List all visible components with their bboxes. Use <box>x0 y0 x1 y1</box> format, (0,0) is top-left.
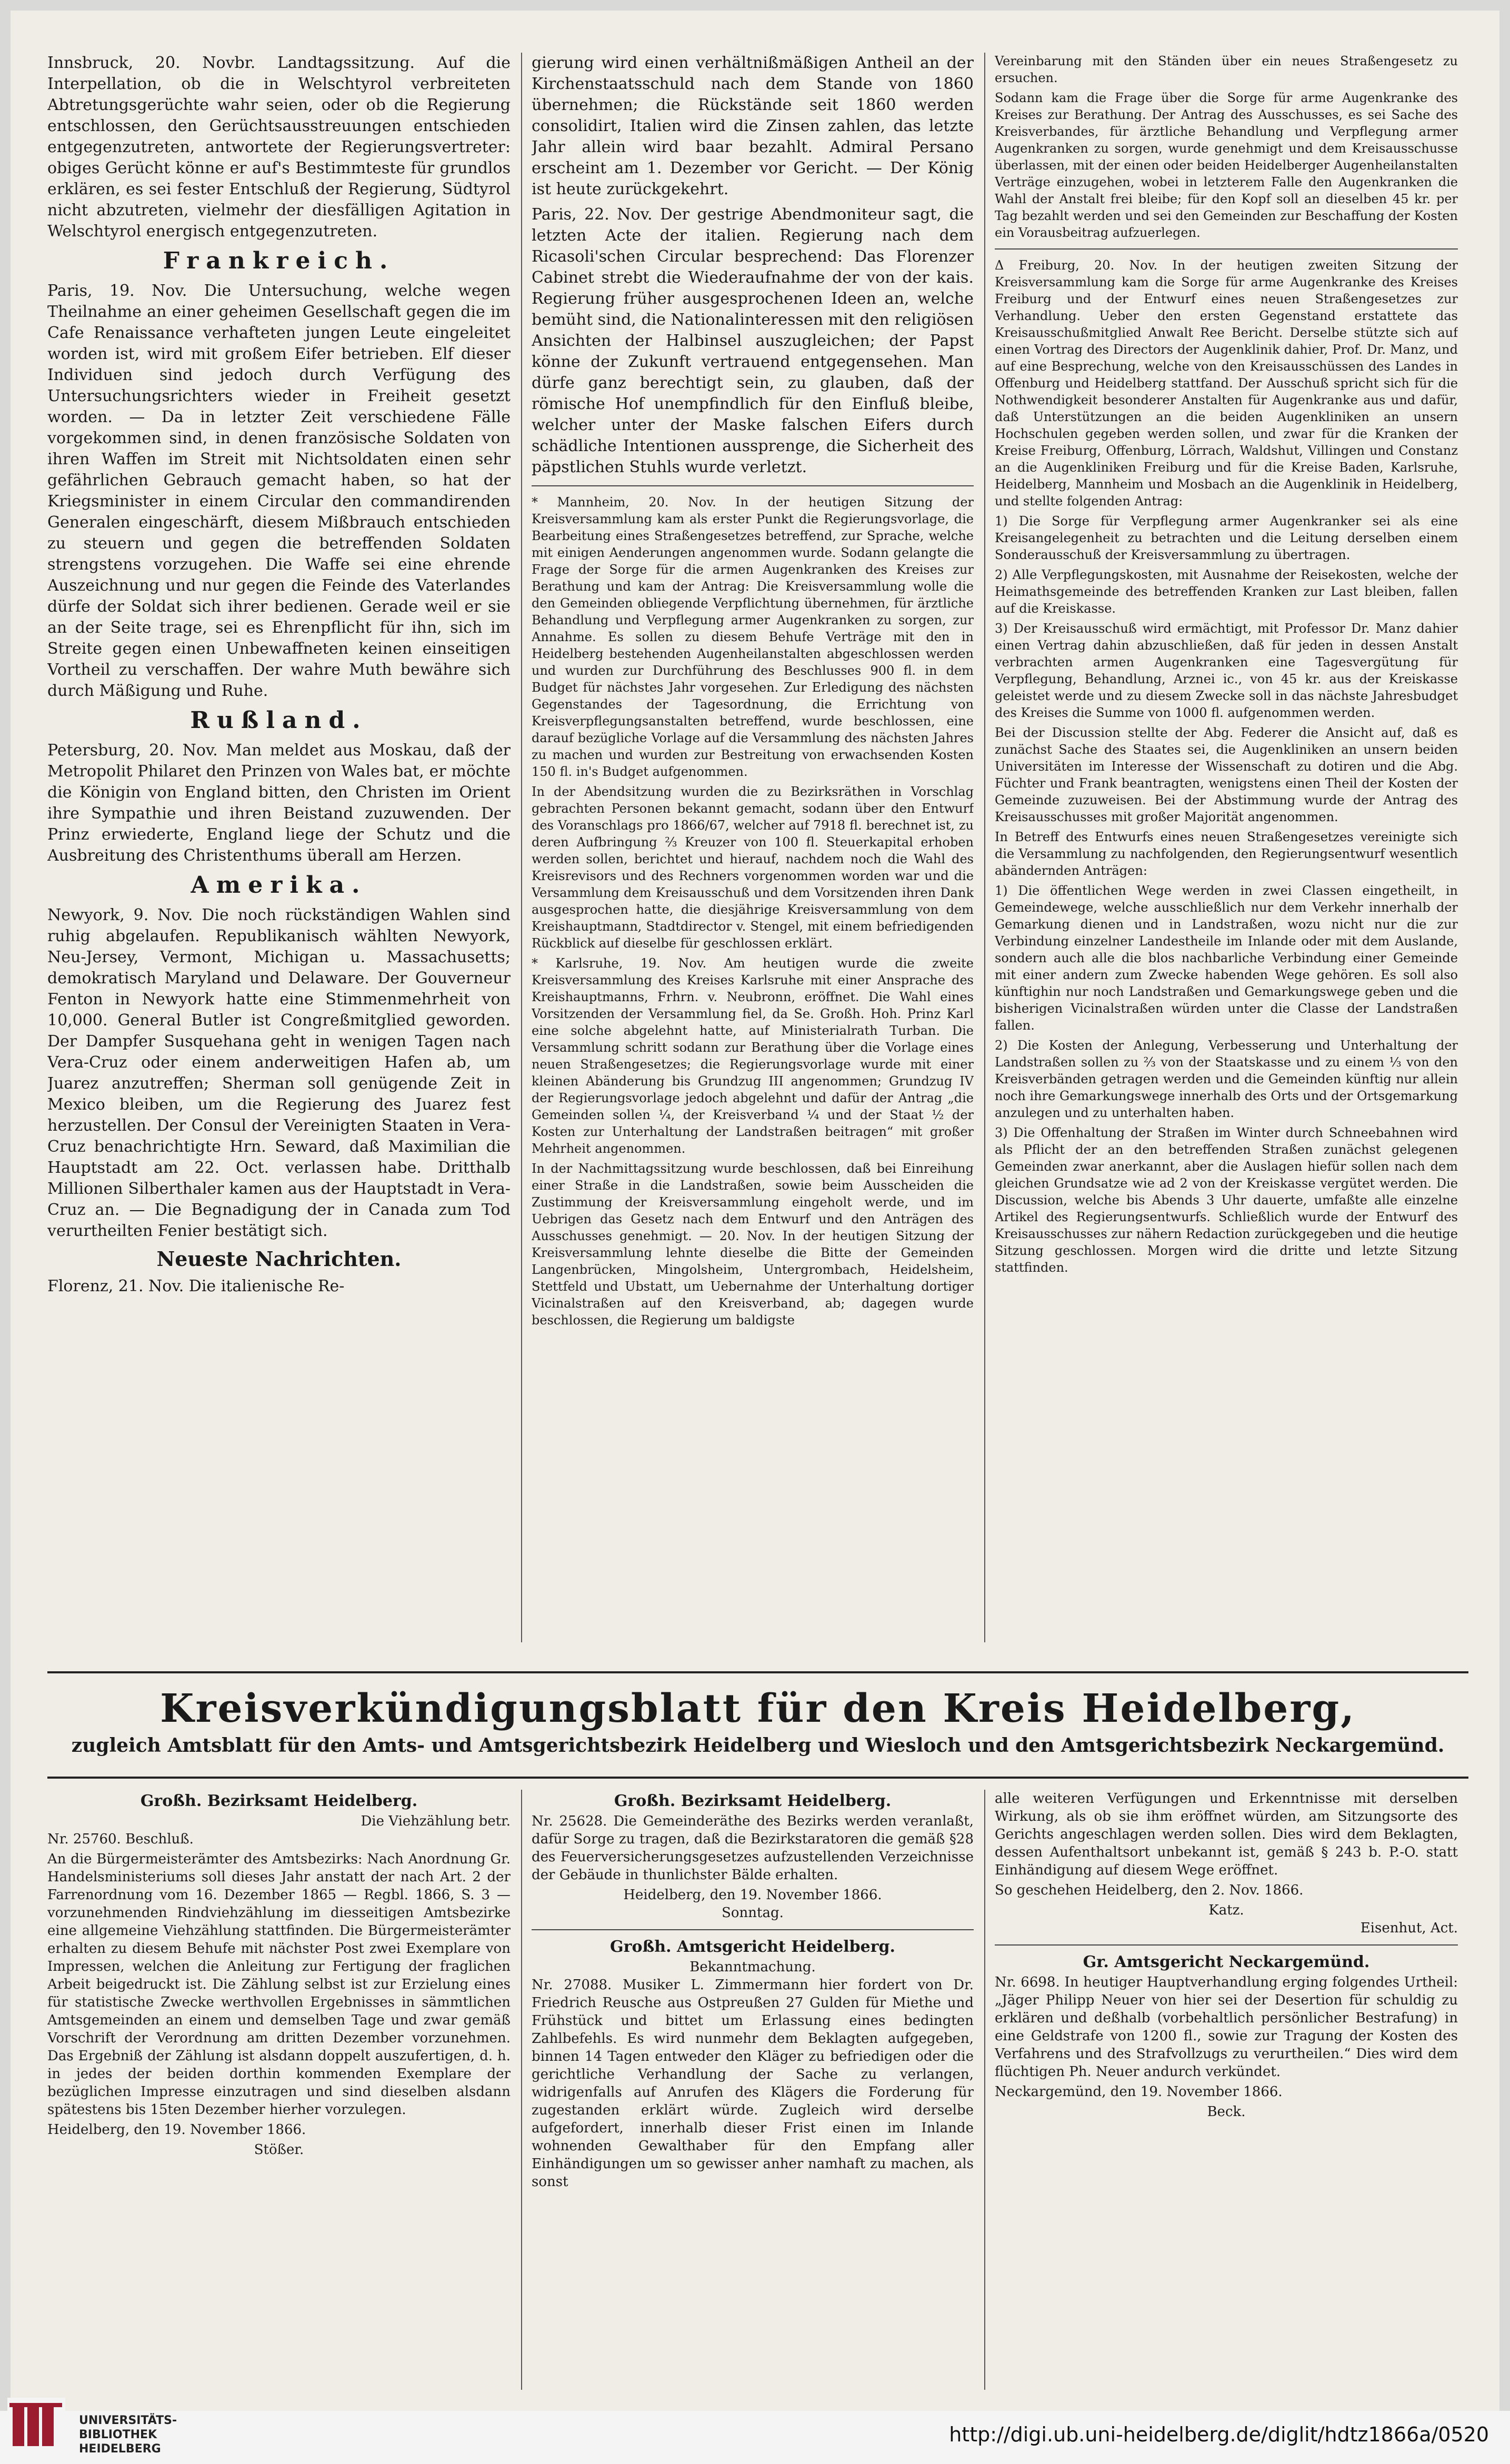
library-name-line-2: BIBLIOTHEK <box>79 2428 157 2441</box>
heading-frankreich: Frankreich. <box>163 247 395 274</box>
article-florenz: Florenz, 21. Nov. Die italienische Re- <box>47 1277 345 1295</box>
article-florenz-continued: gierung wird einen verhältnißmäßigen Antheil an der Kirchenstaatsschuld nach dem Stande von 1860 übernehmen; die Rückstände seit 1860 werden consolidirt, Italien wird die Zinsen zahlen, das letzte Jahr allein wird baar bezahlt. Admiral Persano erscheint am 1. Dezember vor Gericht. — Der König ist heute zurückgekehrt. <box>532 54 974 198</box>
notice-body: An die Bürgermeisterämter des Amtsbezirks: Nach Anordnung Gr. Handelsministeriums soll dieses Jahr anstatt der nach Art. 2 der Farrenordnung vom 16. Dezember 1865 — Regbl. 1866, S. 3 — vorzunehmenden Rindviehzählung im diesseitigen Amtsbezirke eine allgemeine Viehzählung stattfinden. Die Bürgermeisterämter erhalten zu diesem Behufe mit nächster Post zwei Exemplare von Impressen, welchen die Anleitung zur Fertigung der fraglichen Arbeit beigedruckt ist. Die Zählung selbst ist zur Erzielung eines für statistische Zwecke werthvollen Ergebnisses in sämmtlichen Amtsgemeinden an einem und demselben Tage und zwar gemäß Vorschrift der Verordnung am dritten Dezember vorzunehmen. Das Ergebniß der Zählung ist alsdann doppelt auszufertigen, d. h. in jedes der beiden dorthin kommenden Exemplare der bezüglichen Impresse einzutragen und sind dieselben alsdann spätestens bis 15ten Dezember hierher vorzulegen. <box>47 1851 511 2118</box>
article-paris-2: Paris, 22. Nov. Der gestrige Abendmoniteur sagt, die letzten Acte der italien. Regierung nach dem Ricasoli'schen Circular besprechend: Das Florenzer Cabinet strebt die Wiederaufnahme der von der kais. Regierung früher ausgesprochenen Ideen an, welche bemüht sind, die Nationalinteressen mit den religiösen Ansichten der Halbinsel auszugleichen; der Papst könne der Zukunft vertrauend entgegensehen. Man dürfe ganz berechtigt sein, zu glauben, daß der römische Hof unempfindlich für den Einfluß bleibe, welcher unter der Maske falschen Eifers durch schädliche Intentionen aussprenge, die Sicherheit des päpstlichen Stuhls wurde verletzt. <box>532 205 974 476</box>
heading-amerika: Amerika. <box>191 872 367 899</box>
library-logo-icon <box>7 2398 65 2456</box>
motion-1: 1) Die Sorge für Verpflegung armer Augenkranker sei als eine Kreisangelegenheit zu betrachten und die Leitung derselben einem Sonderausschuß der Kreisversammlung zu übertragen. <box>995 514 1458 562</box>
notice-date: So geschehen Heidelberg, den 2. Nov. 1866. <box>995 1882 1304 1898</box>
motion-2: 2) Alle Verpflegungskosten, mit Ausnahme der Reisekosten, welche der Heimathsgemeinde des betreffenden Kranken zur Last bleiben, fallen auf die Kreiskasse. <box>995 567 1458 616</box>
article-paris: Paris, 19. Nov. Die Untersuchung, welche wegen Theilnahme an einer geheimen Gesellschaft gegen die im Cafe Renaissance verhafteten jungen Leute eingeleitet worden ist, wird mit großem Eifer betrieben. Elf dieser Individuen sind jedoch durch Verfügung des Untersuchungsrichters wieder in Freiheit gesetzt worden. — Da in letzter Zeit verschiedene Fälle vorgekommen sind, in denen französische Soldaten von ihren Waffen im Streit mit Nichtsoldaten einen sehr gefährlichen Gebrauch gemacht haben, so hat der Kriegsminister in einem Circular den commandirenden Generalen eingeschärft, diesem Mißbrauch entschieden zu steuern und gegen die betreffenden Soldaten strengstens vorzugehen. Die Waffe sei eine ehrende Auszeichnung und nur gegen die Feinde des Vaterlandes dürfe der Soldat sich ihrer bedienen. Gerade weil er sie an der Seite trage, sei es Ehrenpflicht für ihn, sich im Streite gegen einen Unbewaffneten keinen einseitigen Vortheil zu verschaffen. Der wahre Muth bewähre sich durch Mäßigung und Ruhe. <box>47 282 511 700</box>
library-name-line-3: HEIDELBERG <box>79 2442 161 2456</box>
library-name-line-1: UNIVERSITÄTS- <box>79 2414 177 2427</box>
notice-subject: Die Viehzählung betr. <box>361 1813 511 1829</box>
road-motion-1: 1) Die öffentlichen Wege werden in zwei Classen eingetheilt, in Gemeindewege, welche ausschließlich nur dem Verkehr innerhalb der Gemarkung dienen und in Landstraßen, wozu nicht nur die zur Verbindung einzelner Landestheile im Inlande oder mit dem Auslande, sondern auch alle die blos nachbarliche Verbindung einer Gemeinde mit einer andern zum Zwecke habenden Wege gehören. Es soll also künftighin nur noch Landstraßen und Gemarkungswege geben und die bisherigen Vicinalstraßen würden unter die Classe der Landstraßen fallen. <box>995 883 1458 1033</box>
article-petersburg: Petersburg, 20. Nov. Man meldet aus Moskau, daß der Metropolit Philaret den Prinzen von Wales bat, er möchte die Königin von England bitten, den Christen im Orient ihre Sympathie und ihren Beistand zuzuwenden. Der Prinz erwiederte, England liege der Schutz und die Ausbreitung des Christenthums überall am Herzen. <box>47 741 511 865</box>
notice-date: Neckargemünd, den 19. November 1866. <box>995 2084 1283 2100</box>
article-freiburg: Δ Freiburg, 20. Nov. In der heutigen zweiten Sitzung der Kreisversammlung kam die Sorge für arme Augenkranke des Kreises Freiburg und der Entwurf eines neuen Straßengesetzes zur Verhandlung. Ueber den ersten Gegenstand erstattete das Kreisausschußmitglied Anwalt Ree Bericht. Derselbe stützte sich auf einen Vortrag des Directors der Augenklinik dahier, Prof. Dr. Manz, und auf eine Besprechung, welche von den Kreisausschüssen des Landes in Offenburg und Heidelberg stattfand. Der Ausschuß spricht sich für die Nothwendigkeit besonderer Anstalten für Augenkranke aus und dafür, daß Unterstützungen an die beiden Augenkliniken an unsern Hochschulen gegeben werden sollen, und zwar für die Kranken der Kreise Freiburg, Offenburg, Lörrach, Waldshut, Villingen und Constanz an die Augenkliniken Freiburg und für die Kreise Baden, Karlsruhe, Heidelberg, Mannheim und Mosbach an die Augenklinik in Heidelberg, und stellte folgenden Antrag: <box>995 258 1458 508</box>
article-augenkranke: Sodann kam die Frage über die Sorge für arme Augenkranke des Kreises zur Berathung. Der Antrag des Ausschusses, es sei Sache des Kreisverbandes, für ärztliche Behandlung und Verpflegung armer Augenkranken zu sorgen, wurde genehmigt und dem Kreisausschusse überlassen, mit der einen oder beiden Heidelberger Augenheilanstalten Verträge einzugehen, wobei in letzterem Falle den Augenkranken die Wahl der Anstalt frei bleibe; für den Kopf soll an dieselben 45 kr. per Tag bezahlt werden und sei den Gemeinden zur Beschaffung der Kosten ein Vorausbeitrag aufzuerlegen. <box>995 91 1458 240</box>
heading-russland: Rußland. <box>190 707 368 734</box>
column-divider <box>521 1790 522 2390</box>
notice-number: Nr. 25760. Beschluß. <box>47 1831 194 1847</box>
banner-rule-top <box>47 1671 1468 1673</box>
authority-heading: Großh. Amtsgericht Heidelberg. <box>610 1938 895 1956</box>
notice-signature: Stößer. <box>254 2142 304 2158</box>
banner-rule-bottom <box>47 1777 1468 1779</box>
article-newyork: Newyork, 9. Nov. Die noch rückständigen Wahlen sind ruhig abgelaufen. Republikanisch wählten Newyork, Neu-Jersey, Vermont, Michigan u. Massachusetts; demokratisch Maryland und Delaware. Der Gouverneur Fenton in Newyork hatte eine Stimmenmehrheit von 10,000. General Butler ist Congreßmitglied geworden. Der Dampfer Susquehana geht in wenigen Tagen nach Vera-Cruz oder einem anderweitigen Hafen ab, um Juarez anzutreffen; Sherman soll genügende Zeit in Mexico bleiben, um die Regierung des Juarez fest herzustellen. Der Consul der Vereinigten Staaten in Vera-Cruz benachrichtigte Hrn. Seward, daß Maximilian die Hauptstadt am 22. Oct. verlassen habe. Dritthalb Millionen Silberthaler kamen aus der Hauptstadt in Vera-Cruz an. — Die Begnadigung der in Canada zum Tod verurtheilten Fenier bestätigt sich. <box>47 906 511 1240</box>
road-motion-2: 2) Die Kosten der Anlegung, Verbesserung und Unterhaltung der Landstraßen sollen zu ⅔ von der Staatskasse und zu einem ⅓ von den Kreisverbänden getragen werden und die Gemeinden künftig nur allein noch ihre Gemarkungswege innerhalb des Orts und der Ortsgemarkung anzulegen und zu unterhalten haben. <box>995 1038 1458 1120</box>
article-karlsruhe-afternoon: In der Nachmittagssitzung wurde beschlossen, daß bei Einreihung einer Straße in die Landstraßen, sowie beim Ausscheiden die Zustimmung der Kreisversammlung eingeholt werde, und im Uebrigen das Gesetz nach dem Entwurf und den Anträgen des Ausschusses genehmigt. — 20. Nov. In der heutigen Sitzung der Kreisversammlung lehnte dieselbe die Bitte der Gemeinden Langenbrücken, Mingolsheim, Untergrombach, Heidelsheim, Stettfeld und Ubstatt, um Uebernahme der Unterhaltung dortiger Vicinalstraßen auf den Kreisverband, ab; dagegen wurde beschlossen, die Regierung um baldigste <box>532 1161 974 1328</box>
article-karlsruhe: * Karlsruhe, 19. Nov. Am heutigen wurde die zweite Kreisversammlung des Kreises Karlsruhe mit einer Ansprache des Kreishauptmanns, Frhrn. v. Neubronn, eröffnet. Die Wahl eines Vorsitzenden der Versammlung fiel, da Se. Großh. Hoh. Prinz Karl eine solche abgelehnt hatte, auf Ministerialrath Turban. Die Versammlung schritt sodann zur Berathung über die Vorlage eines neuen Straßengesetzes; die Regierungsvorlage wurde mit einer kleinen Abänderung bis Grundzug III angenommen; Grundzug IV der Regierungsvorlage jedoch abgelehnt und dafür der Antrag „die Gemeinden sollen ¼, der Kreisverband ¼ und der Staat ½ der Kosten zur Unterhaltung der Landstraßen beitragen“ mit großer Mehrheit angenommen. <box>532 956 974 1156</box>
discussion-paragraph: Bei der Discussion stellte der Abg. Federer die Ansicht auf, daß es zunächst Sache des Staates sei, die Augenkliniken an unsern beiden Universitäten im Interesse der Wissenschaft zu dotiren und die Abg. Füchter und Frank beantragten, wenigstens einen Theil der Kosten der Gemeinde zuzuweisen. Bei der Abstimmung wurde der Antrag des Kreisausschusses mit großer Majorität angenommen. <box>995 725 1458 824</box>
separator <box>532 485 974 486</box>
notice-body-continued: alle weiteren Verfügungen und Erkenntnisse mit derselben Wirkung, als ob sie ihm eröffnet würden, am Sitzungsorte des Gerichts angeschlagen werden sollen. Dies wird dem Beklagten, dessen Aufenthaltsort unbekannt ist, gemäß § 243 b. P.-O. statt Einhändigung auf diesem Wege eröffnet. <box>995 1791 1458 1878</box>
notice-signature: Sonntag. <box>722 1905 784 1921</box>
article-karlsruhe-continued: Vereinbarung mit den Ständen über ein neues Straßengesetz zu ersuchen. <box>995 54 1458 85</box>
column-1 <box>47 53 511 1642</box>
article-innsbruck: Innsbruck, 20. Novbr. Landtagssitzung. Auf die Interpellation, ob die in Welschtyrol verbreiteten Abtretungsgerüchte wahr seien, oder ob die Regierung entschlossen, den Gerüchtsausstreuungen entschieden entgegenzutreten, antwortete der Regierungsvertreter: obiges Gerücht könne er auf's Bestimmteste für grundlos erklären, es sei fester Entschluß der Regierung, Südtyrol nicht abzutreten, vielmehr der diesfälligen Agitation in Welschtyrol energisch entgegenzutreten. <box>47 54 511 241</box>
notice-signature: Katz. <box>1208 1902 1244 1918</box>
source-url-link[interactable]: http://digi.ub.uni-heidelberg.de/diglit/hdtz1866a/0520 <box>949 2423 1489 2446</box>
news-section <box>47 53 1468 1642</box>
column-divider <box>521 53 522 1642</box>
column-divider <box>984 53 985 1642</box>
notice-signature: Beck. <box>1207 2104 1246 2120</box>
notice-signature: Eisenhut, Act. <box>1360 1920 1458 1936</box>
notice-date: Heidelberg, den 19. November 1866. <box>623 1887 882 1903</box>
notice-date: Heidelberg, den 19. November 1866. <box>47 2122 306 2138</box>
notice-body: Nr. 25628. Die Gemeinderäthe des Bezirks werden veranlaßt, dafür Sorge zu tragen, daß die Bezirkstaratoren die gemäß §28 des Feuerversicherungsgesetzes aufzustellenden Verzeichnisse der Gebäude in thunlichster Bälde erhalten. <box>532 1813 974 1883</box>
library-name <box>79 2413 177 2456</box>
authority-heading: Großh. Bezirksamt Heidelberg. <box>614 1792 892 1810</box>
motion-3: 3) Der Kreisausschuß wird ermächtigt, mit Professor Dr. Manz dahier einen Vertrag dahin abzuschließen, daß für jeden in dessen Anstalt verbrachten armen Augenkranken eine Tagesvergütung für Verpflegung, Behandlung, Arznei ic., von 45 kr. aus der Kreiskasse geleistet werde und zu diesem Zwecke soll in das nächste Jahresbudget des Kreises die Summe von 1000 fl. aufgenommen werden. <box>995 621 1458 720</box>
heading-neueste-nachrichten: Neueste Nachrichten. <box>156 1247 402 1271</box>
newspaper-page <box>11 11 1499 2411</box>
banner-title: Kreisverkündigungsblatt für den Kreis Heidelberg, <box>160 1686 1356 1731</box>
article-mannheim-evening: In der Abendsitzung wurden die zu Bezirksräthen in Vorschlag gebrachten Personen bekannt gemacht, sodann über den Entwurf des Voranschlags pro 1866/67, welcher auf 7918 fl. berechnet ist, zu deren Aufbringung ⅔ Kreuzer von 100 fl. Steuerkapital erhoben werden sollen, berichtet und hierauf, nachdem noch die Wahl des Kreisrevisors und des Rechners vorgenommen worden war und die Versammlung dem Kreisausschuß und dem Vorsitzenden ihren Dank ausgesprochen hatte, die diesjährige Kreisversammlung von dem Kreishauptmann, Stadtdirector v. Stengel, mit einem befriedigenden Rückblick auf dieselbe für geschlossen erklärt. <box>532 784 974 951</box>
column-3 <box>995 53 1458 1642</box>
authority-heading: Großh. Bezirksamt Heidelberg. <box>140 1792 418 1810</box>
authority-heading: Gr. Amtsgericht Neckargemünd. <box>1083 1953 1370 1971</box>
notice-column-2 <box>532 1790 974 2390</box>
separator <box>532 1929 974 1930</box>
notice-body: Nr. 27088. Musiker L. Zimmermann hier fordert von Dr. Friedrich Reusche aus Ostpreußen 27 Gulden für Miethe und Frühstück und bittet um Erlassung eines bedingten Zahlbefehls. Es wird nunmehr dem Beklagten aufgegeben, binnen 14 Tagen entweder den Kläger zu befriedigen oder die gerichtliche Verhandlung der Sache zu verlangen, widrigenfalls auf Anrufen des Klägers die Forderung für zugestanden erklärt würde. Zugleich wird derselbe aufgefordert, innerhalb dieser Frist einen im Inlande wohnenden Gewalthaber für den Empfang aller Einhändigungen um so gewisser anher namhaft zu machen, als sonst <box>532 1977 974 2190</box>
column-2 <box>532 53 974 1642</box>
notice-column-3 <box>995 1790 1458 2390</box>
official-gazette-banner <box>47 1684 1468 1758</box>
notice-column-1 <box>47 1790 511 2390</box>
notice-body: Nr. 6698. In heutiger Hauptverhandlung erging folgendes Urtheil: „Jäger Philipp Neuer von hier sei der Desertion für schuldig zu erklären und deßhalb (vorbehaltlich persönlicher Bestrafung) in eine Geldstrafe von 1200 fl., sowie zur Tragung der Kosten des Verfahrens und des Strafvollzugs zu verurtheilen.“ Dies wird dem flüchtigen Ph. Neuer andurch verkündet. <box>995 1974 1458 2080</box>
notice-subject: Bekanntmachung. <box>689 1959 816 1975</box>
article-mannheim: * Mannheim, 20. Nov. In der heutigen Sitzung der Kreisversammlung kam als erster Punkt die Regierungsvorlage, die Bearbeitung eines Straßengesetzes betreffend, zur Sprache, welche mit einigen Aenderungen angenommen wurde. Sodann gelangte die Frage der Sorge für die armen Augenkranken des Kreises zur Berathung und kam der Antrag: Die Kreisversammlung wolle die den Gemeinden obliegende Verpflichtung übernehmen, für ärztliche Behandlung und Verpflegung armer Augenkranken zu sorgen, zur Annahme. Es sollen zu diesem Behufe Verträge mit den in Heidelberg bestehenden Augenheilanstalten abgeschlossen werden und wurden zur Durchführung des Beschlusses 900 fl. in dem Budget für nächstes Jahr vorgesehen. Zur Erledigung des nächsten Gegenstandes der Tagesordnung, die Errichtung von Kreisverpflegungsanstalten betreffend, wurde beschlossen, eine darauf bezügliche Vorlage auf die Versammlung des nächsten Jahres zu machen und wurden zur Bestreitung von erwachsenden Kosten 150 fl. in's Budget aufgenommen. <box>532 495 974 779</box>
banner-subtitle: zugleich Amtsblatt für den Amts- und Amtsgerichtsbezirk Heidelberg und Wiesloch und den Amtsgerichtsbezirk Neckargemünd. <box>71 1734 1445 1757</box>
notices-section <box>47 1790 1468 2390</box>
column-divider <box>984 1790 985 2390</box>
separator <box>995 1944 1458 1946</box>
strassengesetz-paragraph: In Betreff des Entwurfs eines neuen Straßengesetzes vereinigte sich die Versammlung zu nachfolgenden, den Regierungsentwurf wesentlich abändernden Anträgen: <box>995 830 1458 878</box>
separator <box>995 248 1458 250</box>
road-motion-3: 3) Die Offenhaltung der Straßen im Winter durch Schneebahnen wird als Pflicht der an den betreffenden Straßen zunächst gelegenen Gemeinden zwar anerkannt, aber die Auslagen hiefür sollen nach dem gleichen Grundsatze wie ad 2 von der Kreiskasse vergütet werden. Die Discussion, welche bis Abends 3 Uhr dauerte, umfaßte alle einzelne Artikel des Regierungsentwurfs. Schließlich wurde der Entwurf des Kreisausschusses zur nähern Redaction zurückgegeben und die heutige Sitzung geschlossen. Morgen wird die dritte und letzte Sitzung stattfinden. <box>995 1125 1458 1275</box>
